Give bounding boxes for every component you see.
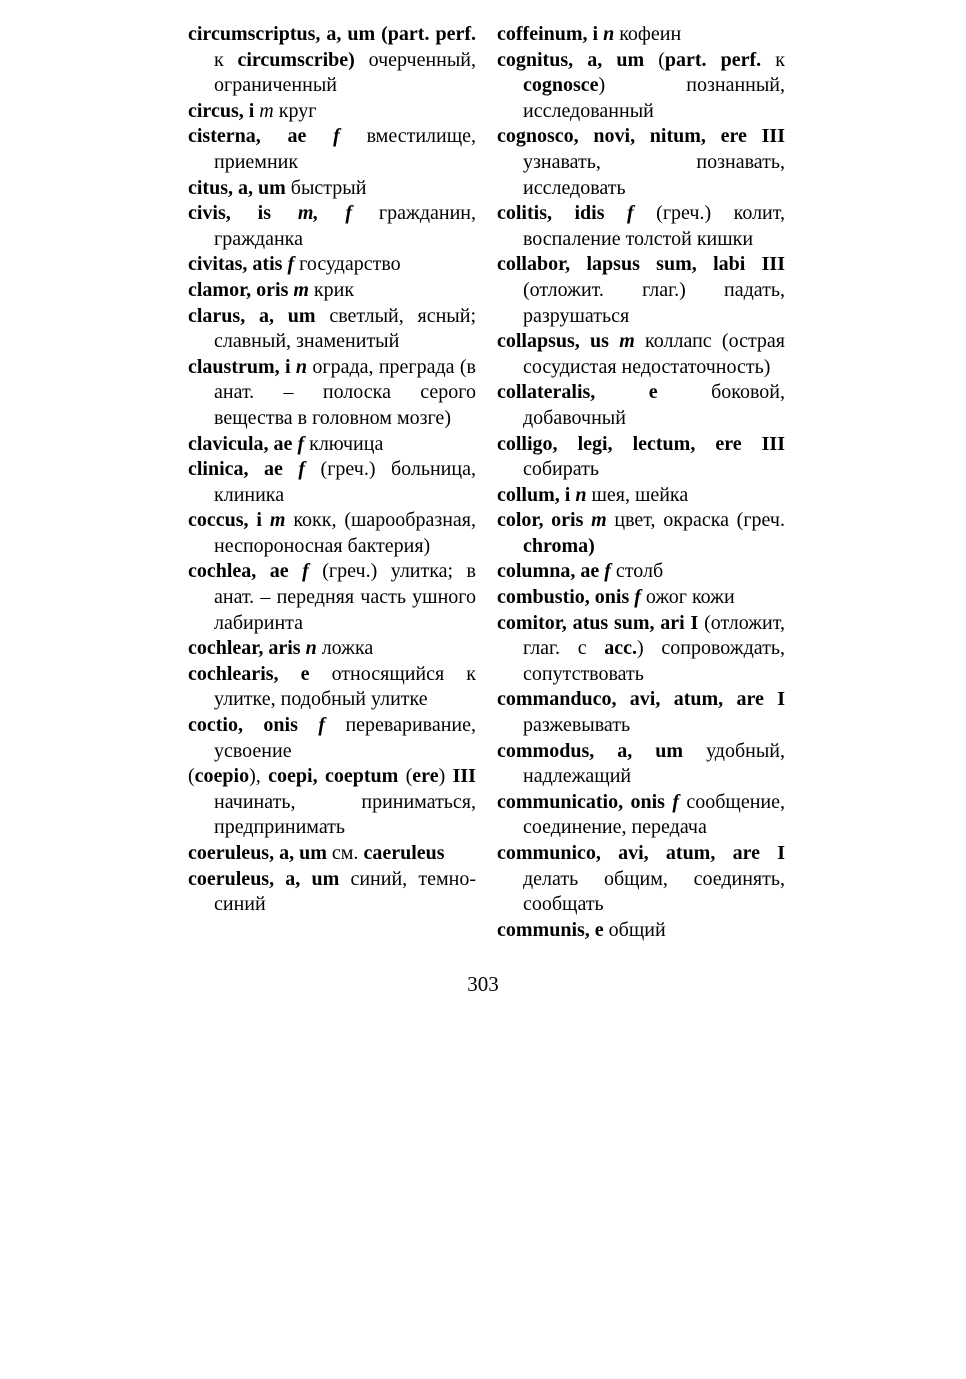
entry-headword-part: collapsus, us <box>497 330 609 353</box>
entry-headword-part: commodus, a, um <box>497 739 684 762</box>
dictionary-entry <box>497 124 785 201</box>
entry-definition-part: светлый, ясный; славный, знаменитый <box>214 304 477 353</box>
entry-definition-part: узнавать, познавать, исследовать <box>523 150 785 199</box>
dictionary-entry <box>497 687 785 738</box>
dictionary-entry <box>497 790 785 841</box>
entry-headword-part: clarus, a, um <box>188 304 316 327</box>
entry-headword-part: part. perf. <box>664 48 762 71</box>
entry-definition-part: m <box>254 99 274 122</box>
dictionary-entry <box>188 457 476 508</box>
entry-definition-part: к <box>761 48 786 71</box>
dictionary-entry <box>188 124 476 175</box>
entry-definition-part: ложка <box>316 637 374 660</box>
entry-headword-part: III <box>452 765 476 788</box>
dictionary-entry <box>497 380 785 431</box>
dictionary-entry <box>188 252 476 278</box>
entry-headword-part: claustrum, i <box>188 355 291 378</box>
entry-headword-part: m <box>261 509 286 532</box>
entry-definition-part: к <box>214 48 238 71</box>
entry-definition-part: (отложит, глаг. с <box>523 611 785 660</box>
entry-headword-part: civis, is <box>188 202 272 225</box>
entry-headword-part: m <box>608 330 635 353</box>
entry-definition-part: гражданин, гражданка <box>214 202 476 250</box>
entry-definition-part: круг <box>273 99 317 122</box>
entry-headword-part: cochlear, aris <box>188 637 301 660</box>
entry-headword-part: clavicula, ae <box>188 432 293 455</box>
entry-headword-part: columna, ae <box>497 560 600 583</box>
dictionary-entry <box>497 841 785 918</box>
dictionary-entry <box>497 739 785 790</box>
entry-definition-part: коллапс (острая сосудистая недостаточность) <box>523 330 785 378</box>
dictionary-entry <box>188 176 476 202</box>
dictionary-entry <box>497 252 785 329</box>
entry-headword-part: f <box>629 586 641 609</box>
entry-headword-part: coepio <box>194 765 250 788</box>
entry-definition-part: государство <box>294 253 401 276</box>
entry-definition-part: ( <box>188 765 195 788</box>
entry-definition-part: ожог кожи <box>640 586 735 609</box>
entry-definition-part: начинать, приниматься, предпринимать <box>214 790 476 839</box>
entry-definition-part: ограда, преграда (в анат. – полоска серого вещества в головном мозге) <box>214 355 477 429</box>
entry-definition-part: см. <box>326 842 364 864</box>
entry-headword-part: m <box>583 509 607 532</box>
page-number: 303 <box>467 972 499 996</box>
entry-definition-part: синий, темно-синий <box>214 867 476 916</box>
entry-headword-part: cognitus, a, um <box>497 48 645 71</box>
right-column <box>497 22 785 943</box>
entry-headword-part: chroma) <box>523 534 595 557</box>
entry-headword-part: cochlearis, e <box>188 662 310 685</box>
entry-headword-part: f <box>297 714 325 737</box>
entry-headword-part: f <box>599 560 611 583</box>
entry-headword-part: f <box>604 202 634 225</box>
entry-headword-part: clamor, oris <box>188 278 289 301</box>
entry-headword-part: circumscribe) <box>237 48 355 71</box>
entry-definition-part: разжевывать <box>523 714 631 737</box>
dictionary-entry <box>497 508 785 559</box>
dictionary-entry <box>188 304 476 355</box>
entry-headword-part: acc. <box>604 637 638 660</box>
entry-headword-part: f <box>306 125 340 148</box>
entry-definition-part: очерченный, ограниченный <box>214 48 476 97</box>
dictionary-entry <box>188 201 476 252</box>
entry-definition-part: общий <box>603 918 666 941</box>
entry-definition-part: делать общим, соединять, сообщать <box>523 867 785 916</box>
entry-headword-part: cognosce <box>523 74 599 97</box>
entry-definition-part: ) познанный, исследованный <box>523 74 785 122</box>
entry-headword-part: comitor, atus sum, ari I <box>497 611 699 634</box>
entry-definition-part: ( <box>398 765 413 788</box>
dictionary-entry <box>497 918 785 944</box>
entry-definition-part: цвет, окраска (греч. <box>606 509 785 532</box>
dictionary-entry <box>497 22 785 48</box>
entry-headword-part: f <box>664 790 679 813</box>
dictionary-entry <box>188 662 476 713</box>
entry-headword-part: civitas, atis <box>188 253 283 276</box>
dictionary-entry <box>188 867 476 918</box>
entry-headword-part: collum, i <box>497 483 571 506</box>
entry-headword-part: f <box>282 458 306 481</box>
entry-headword-part: clinica, ae <box>188 458 283 481</box>
entry-definition-part: ( <box>644 48 665 71</box>
entry-definition-part: относящийся к улитке, подобный улитке <box>214 662 476 711</box>
entry-headword-part: colitis, idis <box>497 202 605 225</box>
dictionary-entry <box>188 99 476 125</box>
entry-definition-part: (греч.) улитка; в анат. – передняя часть ушного лабиринта <box>214 560 476 634</box>
dictionary-entry <box>188 355 476 432</box>
dictionary-entry <box>497 585 785 611</box>
entry-headword-part: collateralis, e <box>497 381 658 404</box>
entry-headword-part: caeruleus <box>363 842 445 864</box>
entry-headword-part: n <box>570 483 587 506</box>
entry-definition-part: (греч.) колит, воспаление толстой кишки <box>523 202 785 250</box>
entry-definition-part: (отложит. глаг.) падать, разрушаться <box>523 278 785 327</box>
entry-definition-part: удобный, надлежащий <box>523 739 785 788</box>
entry-headword-part: colligo, legi, lectum, ere III <box>497 432 785 455</box>
entry-headword-part: circumscriptus, a, um (part. perf. <box>188 23 476 45</box>
dictionary-entry <box>497 483 785 509</box>
entry-headword-part: m <box>288 278 309 301</box>
entry-definition-part: кофеин <box>614 23 682 45</box>
entry-headword-part: collabor, lapsus sum, labi III <box>497 253 785 276</box>
entry-definition-part: (греч.) больница, клиника <box>214 458 476 506</box>
entry-headword-part: f <box>288 560 309 583</box>
entry-headword-part: cochlea, ae <box>188 560 289 583</box>
entry-headword-part: communicatio, onis <box>497 790 665 813</box>
entry-headword-part: coffeinum, i <box>497 23 599 45</box>
dictionary-entry <box>188 713 476 764</box>
entry-headword-part: cisterna, ae <box>188 125 307 148</box>
dictionary-entry <box>497 201 785 252</box>
dictionary-entry <box>497 329 785 380</box>
entry-headword-part: coepi, coeptum <box>268 765 399 788</box>
left-column <box>188 22 476 918</box>
entry-headword-part: color, oris <box>497 509 584 532</box>
entry-definition-part: быстрый <box>285 176 367 199</box>
entry-headword-part: communis, e <box>497 918 604 941</box>
dictionary-entry <box>497 48 785 125</box>
entry-headword-part: ere <box>412 765 439 788</box>
dictionary-entry <box>497 559 785 585</box>
entry-definition-part: ключица <box>304 432 384 455</box>
entry-definition-part: кокк, (шарообразная, неспороносная бактерия) <box>214 509 477 557</box>
entry-headword-part: f <box>292 432 305 455</box>
entry-headword-part: coccus, i <box>188 509 262 532</box>
dictionary-entry <box>497 611 785 688</box>
entry-headword-part: n <box>290 355 308 378</box>
entry-definition-part: ), <box>249 765 269 788</box>
dictionary-entry <box>188 22 476 99</box>
entry-definition-part: крик <box>308 278 355 301</box>
dictionary-entry <box>188 432 476 458</box>
entry-definition-part: столб <box>610 560 664 583</box>
entry-headword-part: coctio, onis <box>188 714 298 737</box>
entry-definition-part: ) <box>438 765 453 788</box>
entry-definition-part: боковой, добавочный <box>523 381 785 429</box>
entry-headword-part: citus, a, um <box>188 176 286 199</box>
dictionary-entry <box>188 841 476 867</box>
entry-headword-part: n <box>598 23 615 45</box>
dictionary-entry <box>188 278 476 304</box>
entry-definition-part: переваривание, усвоение <box>214 714 476 762</box>
dictionary-entry <box>188 508 476 559</box>
entry-headword-part: n <box>300 637 317 660</box>
dictionary-entry <box>188 764 476 841</box>
entry-headword-part: coeruleus, a, um <box>188 842 327 864</box>
entry-headword-part: combustio, onis <box>497 586 630 609</box>
entry-definition-part: ) сопровождать, сопутствовать <box>523 637 785 685</box>
dictionary-entry <box>188 559 476 636</box>
entry-definition-part: вместилище, приемник <box>214 125 476 173</box>
entry-definition-part: шея, шейка <box>586 483 689 506</box>
entry-headword-part: circus, i <box>188 99 255 122</box>
entry-headword-part: coeruleus, a, um <box>188 867 340 890</box>
entry-headword-part: commanduco, avi, atum, are I <box>497 688 785 711</box>
entry-definition-part: сообщение, соединение, передача <box>523 790 785 839</box>
dictionary-entry <box>188 636 476 662</box>
entry-headword-part: m, f <box>271 202 353 225</box>
entry-definition-part: собирать <box>523 458 599 481</box>
entry-headword-part: cognosco, novi, nitum, ere III <box>497 125 785 148</box>
entry-headword-part: f <box>282 253 295 276</box>
entry-headword-part: communico, avi, atum, are I <box>497 842 785 864</box>
dictionary-entry <box>497 432 785 483</box>
